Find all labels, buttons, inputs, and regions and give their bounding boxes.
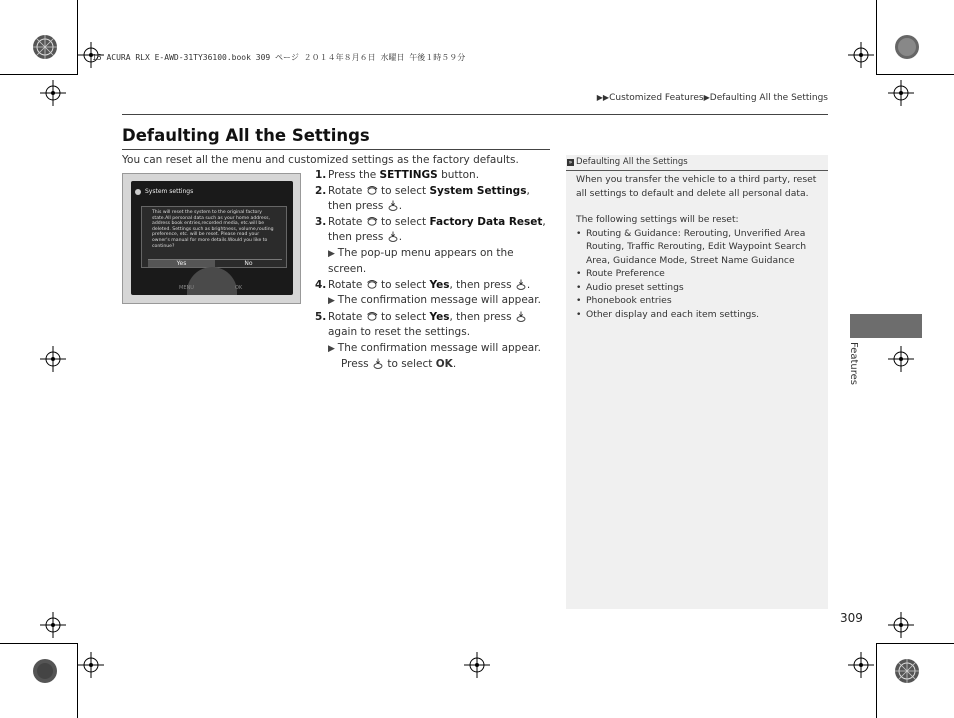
print-info: 15 ACURA RLX E-AWD-31TY36100.book 309 ページ ２０１４年８月６日 水曜日 午後１時５９分	[92, 53, 466, 62]
screen-footer-menu: MENU	[179, 285, 194, 291]
list-item: • Route Preference	[576, 267, 824, 281]
crosshair-mark	[464, 652, 490, 678]
step-5: 5. Rotate to select Yes, then press again to reset the settings.	[315, 310, 553, 341]
system-settings-screen-image	[122, 173, 301, 304]
crosshair-mark	[848, 652, 874, 678]
crosshair-mark	[888, 80, 914, 106]
step-2: 2. Rotate to select System Settings, then press .	[315, 184, 530, 212]
interface-dial-press-icon	[515, 279, 527, 290]
screen-footer-ok: OK	[235, 285, 243, 291]
sidebar-paragraph: When you transfer the vehicle to a third party, reset all settings to default and delete all personal data.	[576, 174, 817, 199]
step-4: 4. Rotate to select Yes, then press .	[315, 278, 531, 291]
list-item: • Phonebook entries	[576, 294, 824, 308]
crop-line	[0, 74, 78, 75]
step-4-result: ▶ The confirmation message will appear.	[328, 294, 541, 306]
sidebar-note	[566, 155, 828, 609]
registration-mark-top-left	[30, 32, 60, 62]
step-5-press-ok: Press to select OK.	[341, 358, 457, 370]
crop-line	[876, 643, 954, 644]
steps-list	[315, 168, 553, 373]
section-tab	[850, 314, 922, 338]
screen-message: This will reset the system to the original factory state.All personal data such as your home address, address book entries,recorded media, etc.will be deleted. Settings such as brightness, volume,routing preference, etc. will be reset. Please read your owner's manual for more details.Would you like to continue?	[152, 210, 274, 249]
sidebar-paragraph: The following settings will be reset:	[576, 214, 739, 225]
crop-line	[77, 0, 78, 74]
breadcrumb-arrow-icon: ▶	[703, 93, 710, 102]
crop-line	[876, 74, 954, 75]
interface-dial-rotate-icon	[366, 216, 378, 227]
section-tab-label: Features	[848, 342, 859, 385]
registration-mark-bottom-left	[30, 656, 60, 686]
screen-dialog	[141, 206, 287, 268]
crop-line	[876, 643, 877, 718]
list-item: • Audio preset settings	[576, 281, 824, 295]
interface-dial-press-icon	[387, 200, 399, 211]
breadcrumb-part2: Defaulting All the Settings	[709, 93, 828, 103]
crosshair-mark	[40, 612, 66, 638]
settings-icon	[135, 189, 141, 195]
crosshair-mark	[888, 612, 914, 638]
screen-display	[131, 181, 293, 295]
sidebar-body	[576, 173, 824, 321]
crosshair-mark	[40, 80, 66, 106]
dial-graphic	[187, 267, 237, 295]
list-item: • Other display and each item settings.	[576, 308, 824, 322]
result-arrow-icon: ▶	[328, 296, 338, 306]
intro-text: You can reset all the menu and customized settings as the factory defaults.	[122, 154, 519, 166]
interface-dial-press-icon	[515, 311, 527, 322]
crop-line	[876, 0, 877, 74]
step-1: 1. Press the SETTINGS button.	[315, 169, 480, 181]
reset-settings-list	[576, 227, 824, 322]
breadcrumb	[597, 93, 828, 103]
screen-title: System settings	[135, 188, 289, 200]
registration-mark-bottom-right	[892, 656, 922, 686]
crop-line	[0, 643, 78, 644]
crosshair-mark	[888, 346, 914, 372]
result-arrow-icon: ▶	[328, 343, 338, 354]
interface-dial-press-icon	[372, 358, 384, 369]
crosshair-mark	[40, 346, 66, 372]
breadcrumb-part1: Customized Features	[609, 93, 704, 103]
header-rule	[122, 114, 828, 115]
crosshair-mark	[848, 42, 874, 68]
page-title: Defaulting All the Settings	[122, 126, 370, 145]
interface-dial-rotate-icon	[366, 279, 378, 290]
interface-dial-rotate-icon	[366, 311, 378, 322]
page-number: 309	[840, 611, 863, 625]
breadcrumb-arrow-icon: ▶▶	[596, 93, 610, 102]
step-3: 3. Rotate to select Factory Data Reset, then press .	[315, 215, 546, 243]
crosshair-mark	[78, 652, 104, 678]
list-item: • Routing & Guidance: Rerouting, Unverified Area Routing, Traffic Rerouting, Edit Waypoint Search Area, Guidance Mode, Street Name Guidance	[576, 227, 824, 268]
step-3-result: ▶ The pop-up menu appears on the screen.	[328, 246, 514, 275]
interface-dial-press-icon	[387, 231, 399, 242]
sidebar-heading: » Defaulting All the Settings	[566, 155, 828, 171]
step-5-result: ▶ The confirmation message will appear.	[328, 341, 541, 354]
screen-yes-button: Yes	[148, 259, 215, 267]
interface-dial-rotate-icon	[366, 185, 378, 196]
screen-no-button: No	[215, 259, 282, 267]
title-rule	[122, 149, 550, 150]
result-arrow-icon: ▶	[328, 248, 338, 259]
crop-line	[77, 643, 78, 718]
registration-mark-top-right	[892, 32, 922, 62]
reference-icon: »	[568, 159, 573, 166]
